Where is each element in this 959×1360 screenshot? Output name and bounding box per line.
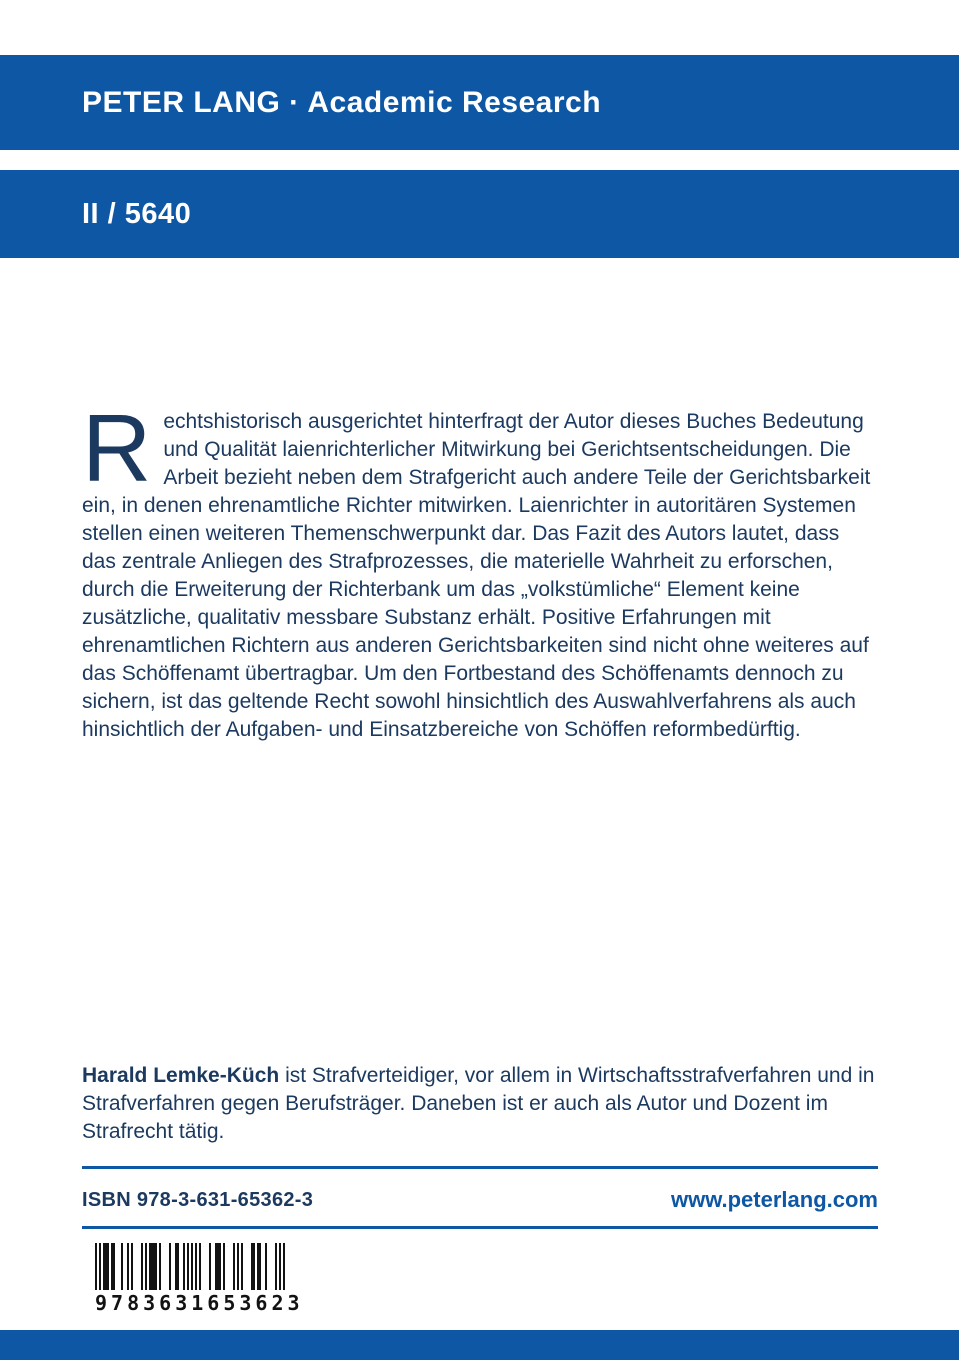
author-name: Harald Lemke-Küch xyxy=(82,1064,280,1087)
barcode-digits: 9783631653623 xyxy=(95,1290,307,1315)
divider-bottom xyxy=(82,1226,878,1229)
series-number: II / 5640 xyxy=(82,197,192,230)
divider-top xyxy=(82,1166,878,1169)
author-bio-text: ist Strafverteidiger, vor allem in Wirtschaftsstrafverfahren und in Strafverfahren gegen Berufsträger. Daneben ist er auch als Autor und Dozent im Strafrecht tätig. xyxy=(82,1064,875,1143)
barcode-bars xyxy=(95,1243,285,1297)
isbn-text: ISBN 978-3-631-65362-3 xyxy=(82,1188,314,1211)
footer-band xyxy=(0,1330,959,1360)
drop-cap: R xyxy=(82,395,152,502)
series-band xyxy=(0,170,959,258)
isbn-row xyxy=(82,1180,878,1220)
blurb-text: echtshistorisch ausgerichtet hinterfragt der Autor dieses Buches Bedeutung und Qualität laienrichterlicher Mitwirkung bei Gerichtsentscheidungen. Die Arbeit bezieht neben dem Strafgericht auch andere Teile der Gerichtsbarkeit ein, in denen ehrenamtliche Richter mitwirken. Laienrichter in autoritären Systemen stellen einen weiteren Themenschwerpunkt dar. Das Fazit des Autors lautet, dass das zentrale Anliegen des Strafprozesses, die materielle Wahrheit zu erforschen, durch die Erweiterung der Richterbank um das „volkstümliche“ Element keine zusätzliche, qualitativ messbare Substanz erhält. Positive Erfahrungen mit ehrenamtlichen Richtern aus anderen Gerichtsbarkeiten sind nicht ohne weiteres auf das Schöffenamt übertragbar. Um den Fortbestand des Schöffenamts dennoch zu sichern, ist das geltende Recht sowohl hinsichtlich des Auswahlverfahrens als auch hinsichtlich der Aufgaben- und Einsatzbereiche von Schöffen reformbedürftig. xyxy=(82,410,871,741)
publisher-website: www.peterlang.com xyxy=(670,1187,878,1212)
book-blurb xyxy=(82,395,878,744)
author-bio xyxy=(82,1062,878,1146)
publisher-title: PETER LANG · Academic Research xyxy=(82,85,602,119)
publisher-band xyxy=(0,55,959,150)
barcode xyxy=(95,1243,304,1315)
